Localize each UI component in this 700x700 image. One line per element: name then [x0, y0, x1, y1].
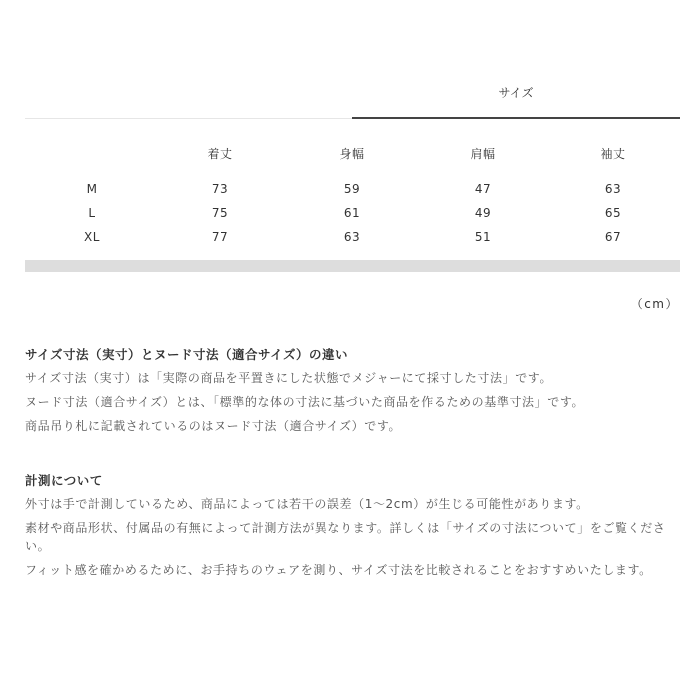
paragraph: フィット感を確かめるために、お手持ちのウェアを測り、サイズ寸法を比較されることをおすすめいたします。	[25, 563, 652, 577]
unit-label: （cm）	[630, 297, 679, 311]
size-label: XL	[84, 230, 100, 244]
paragraph: 素材や商品形状、付属品の有無によって計測方法が異なります。詳しくは「サイズの寸法について」をご覧ください。	[25, 521, 666, 553]
size-difference-section	[25, 345, 685, 441]
tab-size[interactable]: サイズ	[498, 86, 534, 100]
table-cell: 67	[604, 230, 622, 244]
table-header-row	[25, 144, 680, 164]
size-label: M	[86, 182, 98, 196]
table-cell: 61	[343, 206, 361, 220]
table-cell: 63	[343, 230, 361, 244]
tab-active-underline	[352, 117, 680, 119]
table-cell: 47	[474, 182, 492, 196]
paragraph: 外寸は手で計測しているため、商品によっては若干の誤差（1〜2cm）が生じる可能性があります。	[25, 497, 589, 511]
section-title: サイズ寸法（実寸）とヌード寸法（適合サイズ）の違い	[25, 347, 349, 362]
table-cell: 77	[211, 230, 229, 244]
header-cell: 袖丈	[600, 147, 626, 161]
table-cell: 51	[474, 230, 492, 244]
table-cell: 63	[604, 182, 622, 196]
paragraph: 商品吊り札に記載されているのはヌード寸法（適合サイズ）です。	[25, 419, 402, 433]
paragraph: サイズ寸法（実寸）は「実際の商品を平置きにした状態でメジャーにて採寸した寸法」です。	[25, 371, 553, 385]
header-cell: 身幅	[339, 147, 365, 161]
table-cell: 75	[211, 206, 229, 220]
paragraph: ヌード寸法（適合サイズ）とは、「標準的な体の寸法に基づいた商品を作るための基準寸法」です。	[25, 395, 585, 409]
table-cell: 59	[343, 182, 361, 196]
measurement-section	[25, 471, 685, 585]
table-row	[25, 179, 680, 199]
table-scrollbar[interactable]	[25, 260, 680, 272]
section-title: 計測について	[25, 473, 103, 488]
table-cell: 73	[211, 182, 229, 196]
header-cell: 肩幅	[470, 147, 496, 161]
table-row	[25, 227, 680, 247]
header-cell: 着丈	[207, 147, 233, 161]
table-cell: 65	[604, 206, 622, 220]
table-cell: 49	[474, 206, 492, 220]
size-label: L	[88, 206, 96, 220]
table-row	[25, 203, 680, 223]
